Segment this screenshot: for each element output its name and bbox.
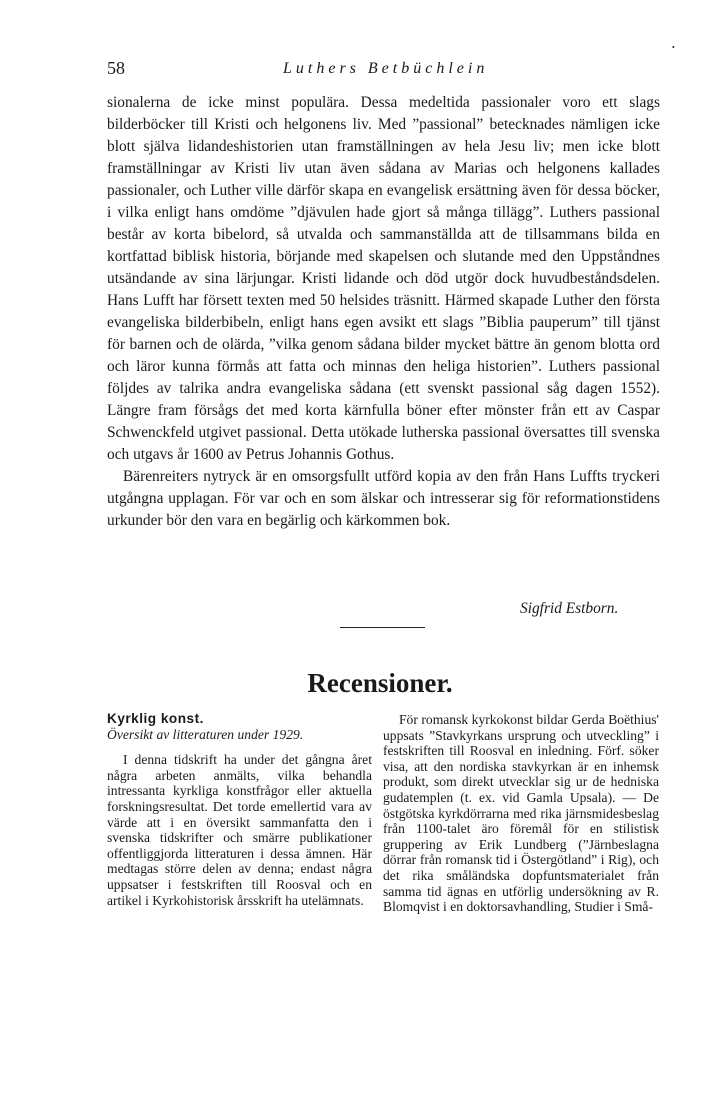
article-body bbox=[107, 92, 660, 532]
section-divider bbox=[340, 627, 425, 628]
article-signature: Sigfrid Estborn. bbox=[520, 600, 619, 617]
review-column-right bbox=[383, 712, 659, 915]
page-number: 58 bbox=[107, 58, 125, 78]
review-column-left bbox=[107, 711, 372, 908]
article-paragraph-1: sionalerna de icke minst populära. Dessa medeltida passionaler voro ett slags bilderböcker till Kristi och helgonens liv. Med ”passional” betecknades nämligen icke blott själva lidandeshistorien utan framställningen av hela Jesu liv; men icke blott framställningar av Kristi liv utan även sådana av Marias och helgonens kallades passionaler, och Luther ville därför skapa en evangelisk ersättning även för dessa böcker, i vilka enligt hans omdöme ”djävulen hade gjort så många tillägg”. Luthers passional består av korta bibelord, så utvalda och sammanställda att de tillsammans bilda en kortfattad biblisk historia, börjande med skapelsen och slutande med den Uppståndnes utsändande av sina lärjungar. Kristi lidande och död utgör dock huvudbeståndsdelen. Hans Lufft har försett texten med 50 helsides träsnitt. Härmed skapade Luther den första evangeliska bilderbibeln, enligt hans egen avsikt ett slags ”Biblia pauperum” till tjänst för barnen och de olärda, ”vilka genom sådana bilder mycket bättre än genom blotta ord och läror kunna förmås att fatta och minnas den heliga historien”. Luthers passional följdes av talrika andra evangeliska sådana (ett svenskt passional såg dagen 1552). Längre fram försågs det med korta kärnfulla böner efter mönster från ett av Caspar Schwenckfeld utgivet passional. Detta utökade lutherska passional översattes till svenska och utgavs år 1600 av Petrus Johannis Gothus. bbox=[107, 94, 660, 463]
article-paragraph-2: Bärenreiters nytryck är en omsorgsfullt utförd kopia av den från Hans Luffts tryckeri utgångna upplagan. För var och en som älskar och intresserar sig för reformationstidens urkunder bör den vara en begärlig och kärkommen bok. bbox=[107, 468, 660, 529]
section-title: Recensioner. bbox=[307, 668, 453, 698]
running-head: Luthers Betbüchlein bbox=[283, 60, 489, 77]
review-left-paragraph: I denna tidskrift ha under det gångna året några arbeten anmälts, vilka behandla intressanta kyrkliga konstfrågor eller aktuella forskningsresultat. Det torde emellertid vara av värde att i en översikt sammanfatta den i svenska tidskrifter och smärre publikationer offentliggjorda litteraturen i dessa ämnen. Här medtagas större delen av denna; endast några uppsatser i festskriften till Roosval och en artikel i Kyrkohistorisk årsskrift ha utelämnats. bbox=[107, 752, 372, 908]
margin-mark: • bbox=[672, 43, 675, 52]
review-heading: Kyrklig konst. bbox=[107, 711, 204, 726]
review-right-paragraph: För romansk kyrkokonst bildar Gerda Boëthius' uppsats ”Stavkyrkans ursprung och utveckling” i festskriften till Roosval en inledning. Förf. söker visa, att den nordiska stavkyrkan är en inhemsk produkt, som direkt utvecklar sig ur de hedniska gudatemplen (t. ex. vid Gamla Upsala). — De östgötska kyrkdörrarna med rika järnsmidesbeslag från 1100-talet äro föremål för en stilistisk gruppering av Erik Lundberg (”Järnbeslagna dörrar från romansk tid i Östergötland” i Rig), och det rika småländska dopfuntsmaterialet från samma tid ägnas en utförlig undersökning av R. Blomqvist i en doktorsavhandling, Studier i Små- bbox=[383, 712, 659, 915]
review-subtitle: Översikt av litteraturen under 1929. bbox=[107, 726, 304, 742]
